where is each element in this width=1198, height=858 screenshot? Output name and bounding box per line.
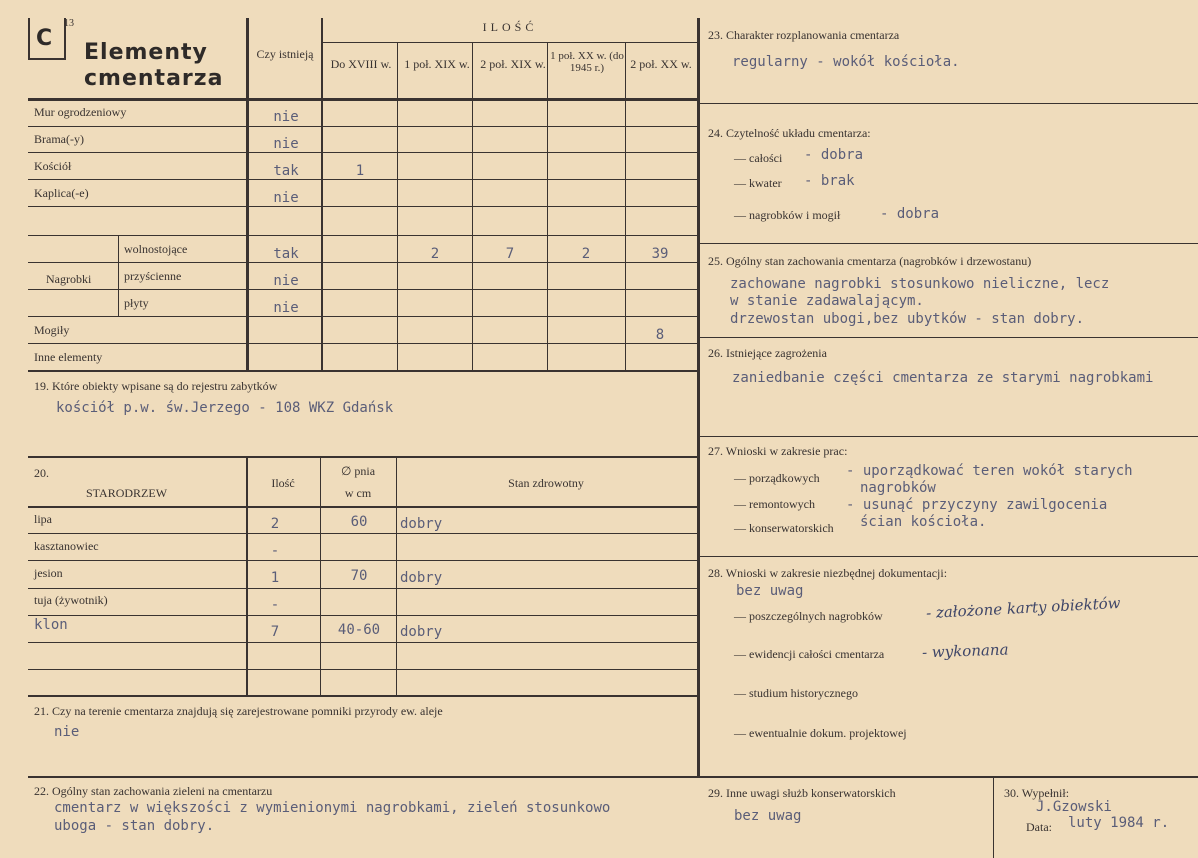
s28-item-2-handwritten: - wykonana — [921, 640, 1009, 662]
tree-diameter: 60 — [350, 514, 368, 530]
s19-label: 19. Które obiekty wpisane są do rejestru zabytków — [34, 379, 278, 393]
element-row-count: 39 — [651, 246, 669, 262]
element-row-label: Brama(-y) — [34, 132, 84, 146]
element-row-line-3 — [28, 206, 698, 207]
tree-name: klon — [34, 617, 68, 633]
s22-top-line — [28, 776, 1198, 778]
s27-line1: - uporządkować teren wokół starych — [846, 463, 1133, 479]
tree-row-line-0 — [28, 533, 698, 534]
tree-name: kasztanowiec — [34, 539, 99, 553]
s26-label: 26. Istniejące zagrożenia — [708, 346, 827, 360]
letter-box-bottom — [28, 58, 64, 60]
tree-diam-col — [320, 456, 321, 696]
s19-value: kościół p.w. św.Jerzego - 108 WKZ Gdańsk — [56, 400, 394, 416]
s27-label: 27. Wnioski w zakresie prac: — [708, 444, 848, 458]
element-row-line-0 — [28, 126, 698, 127]
s30-date-label: Data: — [1026, 820, 1052, 834]
s20-col-state: Stan zdrowotny — [508, 476, 584, 490]
element-row-line-2 — [28, 179, 698, 180]
s28-typed: bez uwag — [736, 583, 804, 599]
s30-date: luty 1984 r. — [1068, 815, 1170, 831]
s24-item-1-label: — całości — [734, 151, 783, 165]
s22-label: 22. Ogólny stan zachowania zieleni na cmentarzu — [34, 784, 273, 798]
s29-label: 29. Inne uwagi służb konserwatorskich — [708, 786, 896, 800]
element-row-exists: nie — [273, 273, 299, 289]
card-title-line2: cmentarza — [84, 66, 224, 91]
s25-line2: w stanie zadawalającym. — [730, 293, 924, 309]
element-row-line-7 — [28, 316, 698, 317]
period-col-line-0 — [321, 18, 323, 372]
tree-state-col — [396, 456, 397, 696]
element-row-line-5 — [28, 262, 698, 263]
element-row-exists: tak — [273, 246, 299, 262]
s20-col-diam1: ∅ pnia — [340, 464, 376, 478]
ilosc-underline — [321, 42, 697, 43]
s27-line4: ścian kościoła. — [860, 514, 987, 530]
tree-row-line-4 — [28, 642, 698, 643]
s28-label: 28. Wnioski w zakresie niezbędnej dokumentacji: — [708, 566, 948, 580]
s27-item-2: — remontowych — [734, 497, 815, 511]
s20-col-name: STARODRZEW — [86, 486, 168, 500]
element-row-label: wolnostojące — [124, 242, 188, 256]
s21-value: nie — [54, 724, 80, 740]
s27-line3: - usunąć przyczyny zawilgocenia — [846, 497, 1108, 513]
period-header-5: 2 poł. XX w. — [630, 57, 692, 71]
s27-top-line — [700, 436, 1198, 437]
period-col-line-4 — [625, 42, 626, 372]
s23-label: 23. Charakter rozplanowania cmentarza — [708, 28, 900, 42]
s24-item-2-value: - brak — [804, 173, 855, 189]
tree-qty: - — [270, 597, 280, 613]
element-row-count: 7 — [505, 246, 515, 262]
s24-item-3-label: — nagrobków i mogił — [734, 208, 841, 222]
s28-item-1-handwritten: - założone karty obiektów — [925, 593, 1121, 623]
s20-top-line — [28, 456, 698, 458]
tree-qty: 1 — [270, 570, 280, 586]
tree-qty: 2 — [270, 516, 280, 532]
tree-row-line-5 — [28, 669, 698, 670]
element-row-label: Mur ogrodzeniowy — [34, 105, 127, 119]
element-row-exists: nie — [273, 300, 299, 316]
period-header-2: 1 poł. XIX w. — [404, 57, 470, 71]
s29-value: bez uwag — [734, 808, 802, 824]
s28-item-4-label: — ewentualnie dokum. projektowej — [734, 726, 907, 740]
element-row-label: Mogiły — [34, 323, 70, 337]
element-row-line-4 — [28, 235, 698, 236]
s23-value: regularny - wokół kościoła. — [732, 54, 960, 70]
element-row-count: 8 — [655, 327, 665, 343]
period-header-4: 1 poł. XX w. (do 1945 r.) — [550, 50, 624, 74]
s20-number: 20. — [34, 466, 49, 480]
tree-state: dobry — [400, 624, 443, 640]
nagrobki-label: Nagrobki — [46, 272, 92, 286]
s28-item-3-label: — studium historycznego — [734, 686, 858, 700]
s27-line2: nagrobków — [860, 480, 936, 496]
card-number: 13 — [64, 18, 74, 29]
s26-top-line — [700, 337, 1198, 338]
ilosc-header: ILOŚĆ — [482, 20, 538, 34]
main-divider — [697, 18, 700, 778]
s20-col-diam2: w cm — [344, 486, 372, 500]
element-row-count: 2 — [430, 246, 440, 262]
s30-label: 30. Wypełnił: — [1004, 786, 1070, 800]
period-header-1: Do XVIII w. — [330, 57, 392, 71]
tree-state: dobry — [400, 570, 443, 586]
s21-label: 21. Czy na terenie cmentarza znajdują się zarejestrowane pomniki przyrody ew. aleje — [34, 704, 443, 718]
tree-state: dobry — [400, 516, 443, 532]
element-row-line-6 — [28, 289, 698, 290]
element-row-label: przyścienne — [124, 269, 182, 283]
s24-top-line — [700, 103, 1198, 104]
s24-label: 24. Czytelność układu cmentarza: — [708, 126, 871, 140]
element-row-count: 2 — [581, 246, 591, 262]
tree-row-line-2 — [28, 588, 698, 589]
tree-row-line-1 — [28, 560, 698, 561]
s30-divider — [993, 778, 994, 858]
element-row-label: Kościół — [34, 159, 72, 173]
element-row-label: Inne elementy — [34, 350, 103, 364]
col-exists-header: Czy istnieją — [256, 47, 314, 61]
s22-line2: uboga - stan dobry. — [54, 818, 215, 834]
s22-line1: cmentarz w większości z wymienionymi nagrobkami, zieleń stosunkowo — [54, 800, 611, 816]
s27-item-1: — porządkowych — [734, 471, 820, 485]
element-row-exists: nie — [273, 109, 299, 125]
s21-top-line — [28, 695, 698, 697]
tree-name: jesion — [34, 566, 63, 580]
period-col-line-1 — [397, 42, 398, 372]
s27-item-3: — konserwatorskich — [734, 521, 834, 535]
exists-col-line — [246, 18, 249, 372]
tree-row-line-3 — [28, 615, 698, 616]
card-title-line1: Elementy — [84, 40, 208, 65]
tree-name: lipa — [34, 512, 52, 526]
element-row-label: płyty — [124, 296, 149, 310]
s25-line3: drzewostan ubogi,bez ubytków - stan dobry. — [730, 311, 1085, 327]
card-letter: C — [36, 26, 53, 51]
s25-label: 25. Ogólny stan zachowania cmentarza (nagrobków i drzewostanu) — [708, 254, 1032, 268]
s25-top-line — [700, 243, 1198, 244]
period-col-line-3 — [547, 42, 548, 372]
s28-item-1-label: — poszczególnych nagrobków — [734, 609, 883, 623]
element-row-exists: nie — [273, 190, 299, 206]
s28-top-line — [700, 556, 1198, 557]
s24-item-2-label: — kwater — [734, 176, 782, 190]
period-col-line-2 — [472, 42, 473, 372]
nagrobki-sub-divider — [118, 235, 119, 316]
element-row-line-1 — [28, 152, 698, 153]
s26-value: zaniedbanie części cmentarza ze starymi nagrobkami — [732, 370, 1154, 386]
tree-qty: - — [270, 543, 280, 559]
s20-col-qty: Ilość — [271, 476, 295, 490]
s24-item-1-value: - dobra — [804, 147, 864, 163]
tree-name: tuja (żywotnik) — [34, 593, 108, 607]
s28-item-2-label: — ewidencji całości cmentarza — [734, 647, 885, 661]
element-row-exists: nie — [273, 136, 299, 152]
element-row-line-8 — [28, 343, 698, 344]
s25-line1: zachowane nagrobki stosunkowo nieliczne, lecz — [730, 276, 1110, 292]
s30-name: J.Gzowski — [1036, 799, 1112, 815]
s20-header-bottom — [28, 506, 698, 508]
period-header-3: 2 poł. XIX w. — [480, 57, 546, 71]
tree-diameter: 40-60 — [337, 622, 381, 638]
element-row-label: Kaplica(-e) — [34, 186, 89, 200]
tree-diameter: 70 — [350, 568, 368, 584]
s24-item-3-value: - dobra — [880, 206, 940, 222]
letter-box-left — [28, 18, 30, 58]
element-row-count: 1 — [355, 163, 365, 179]
tree-qty: 7 — [270, 624, 280, 640]
s19-top-line — [28, 370, 698, 372]
header-bottom-line — [28, 98, 698, 101]
element-row-exists: tak — [273, 163, 299, 179]
